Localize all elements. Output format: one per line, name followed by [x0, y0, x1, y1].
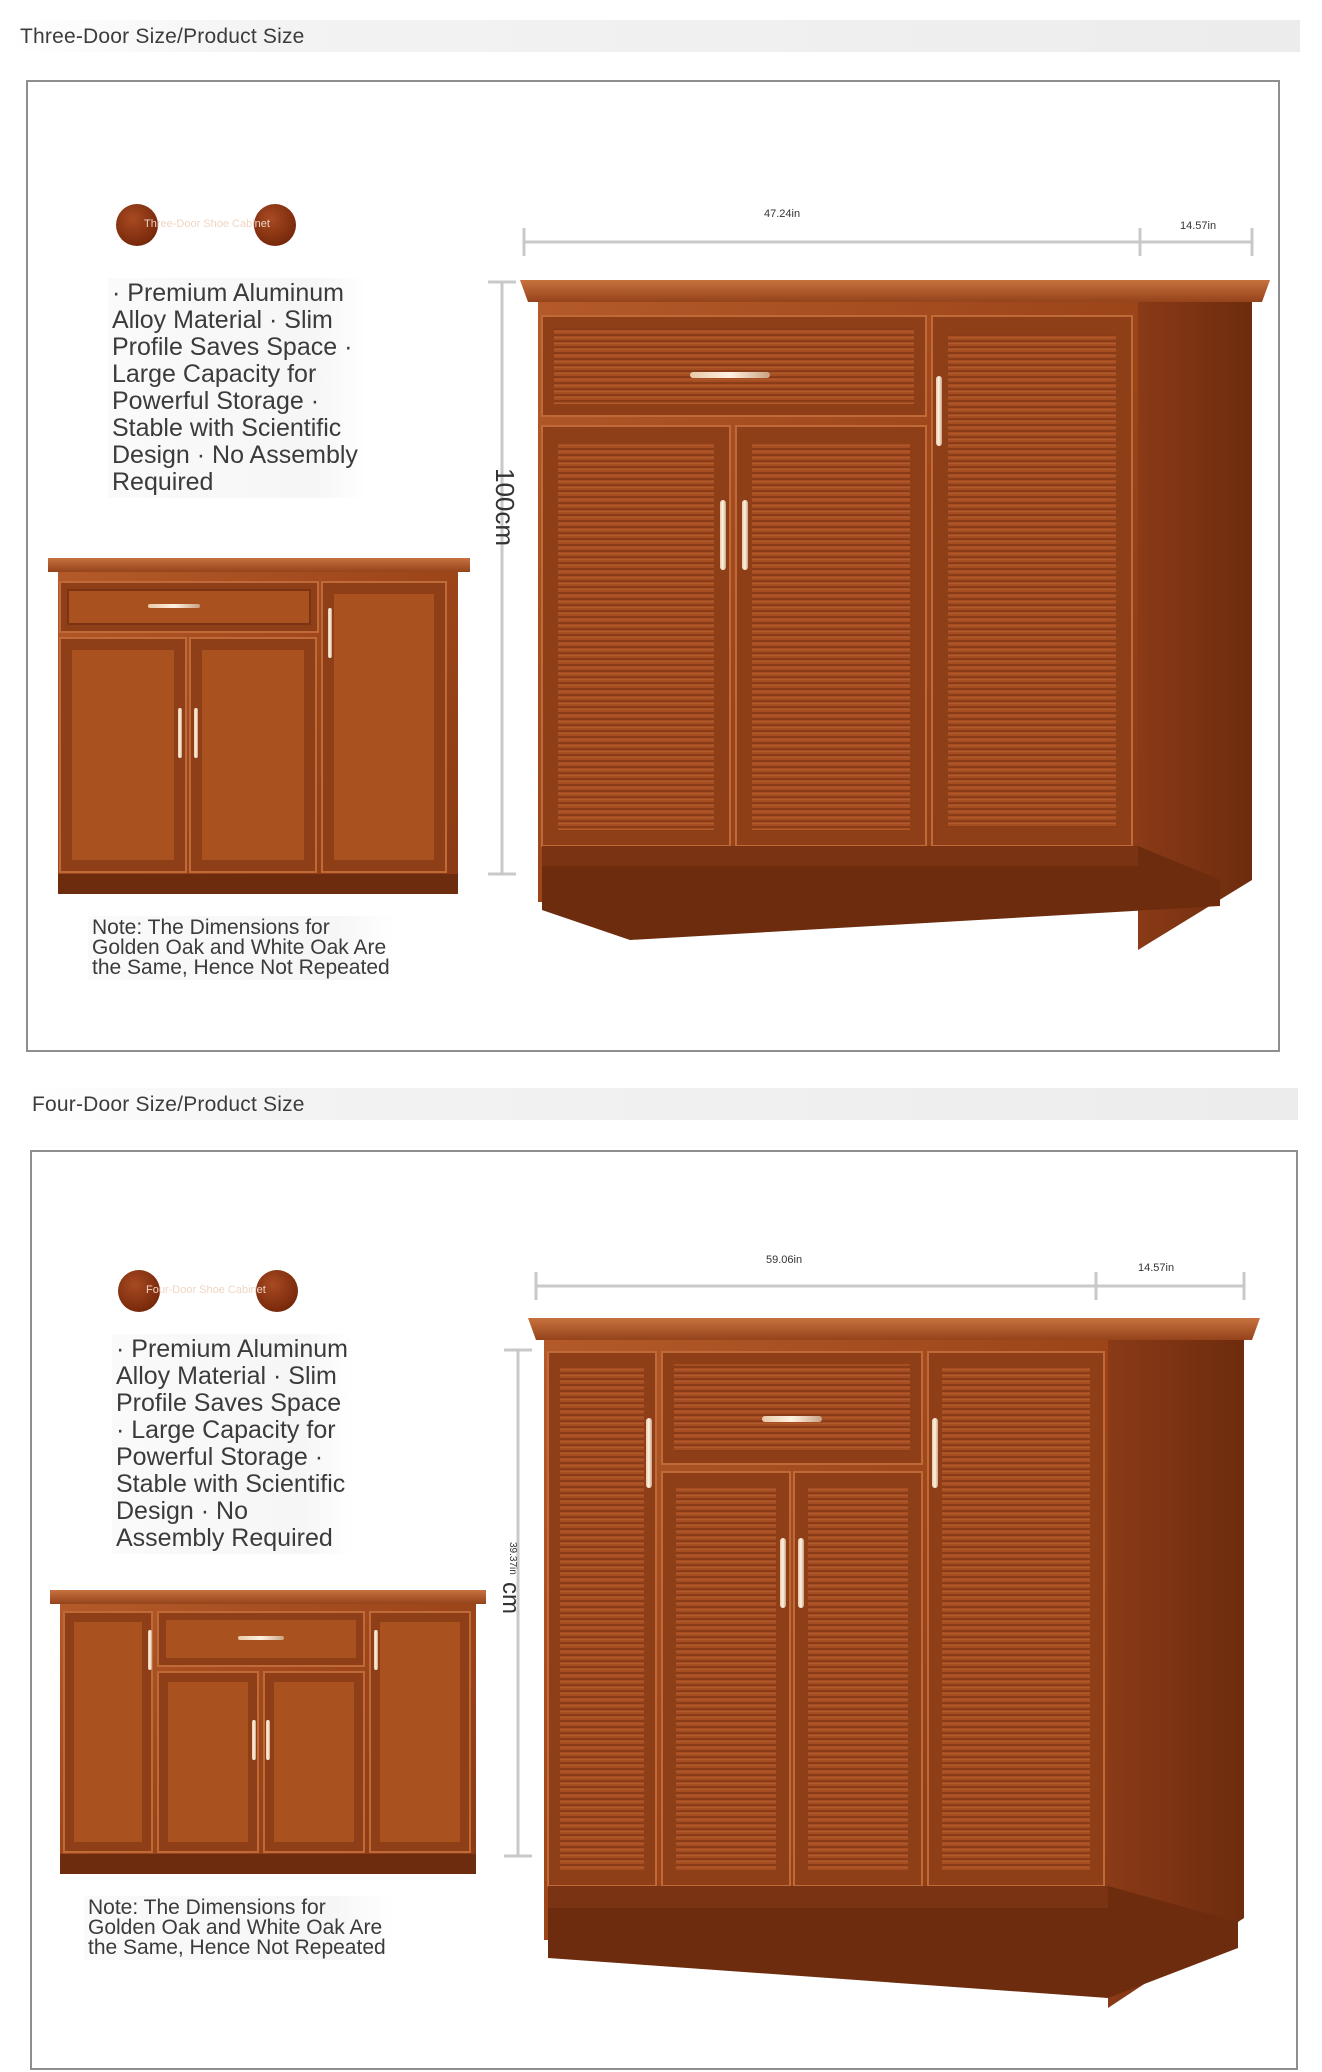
- product-frame: [26, 80, 1280, 1052]
- feature-list: · Premium Aluminum Alloy Material · Slim Profile Saves Space · Large Capacity for Powerful Storage · Stable with Scientific Design · No Assembly Required: [112, 1334, 352, 1554]
- section-header-bar: [10, 20, 1300, 52]
- dimension-lines: [28, 82, 1282, 1054]
- height-label-unit: cm: [497, 1582, 524, 1614]
- section-header-title: Four-Door Size/Product Size: [32, 1093, 305, 1116]
- height-label: 100cm: [490, 468, 520, 547]
- feature-list: · Premium Aluminum Alloy Material · Slim Profile Saves Space · Large Capacity for Powerful Storage · Stable with Scientific Design · No Assembly Required: [108, 278, 366, 498]
- width-label: 59.06in: [766, 1254, 803, 1266]
- section-header-title: Three-Door Size/Product Size: [20, 25, 305, 48]
- four-door-section: [0, 1060, 1322, 2048]
- width-label: 47.24in: [764, 208, 801, 220]
- badge-label: Three-Door Shoe Cabinet: [144, 218, 270, 230]
- dimension-note: Note: The Dimensions for Golden Oak and White Oak Are the Same, Hence Not Repeated: [88, 916, 396, 980]
- section-header-bar: [22, 1088, 1298, 1120]
- depth-label: 14.57in: [1180, 220, 1217, 232]
- dimension-note: Note: The Dimensions for Golden Oak and White Oak Are the Same, Hence Not Repeated: [84, 1896, 392, 1960]
- depth-label: 14.57in: [1138, 1262, 1175, 1274]
- dimension-lines: [32, 1152, 1300, 2072]
- product-frame: [30, 1150, 1298, 2070]
- badge-label: Four-Door Shoe Cabinet: [146, 1284, 266, 1296]
- height-label-small: 39.37in: [507, 1542, 518, 1575]
